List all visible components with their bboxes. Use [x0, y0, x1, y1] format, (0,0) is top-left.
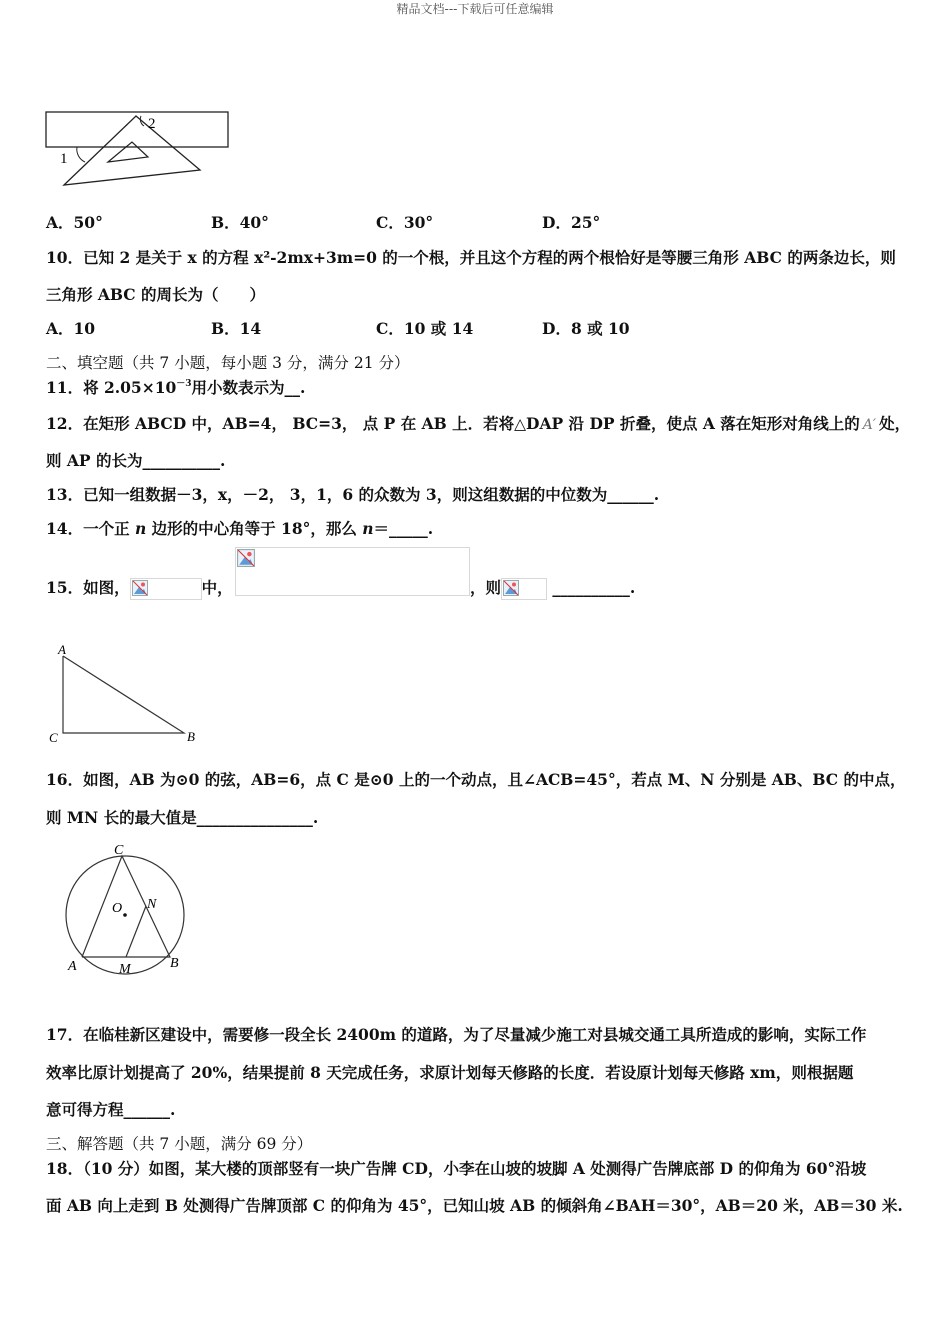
q14-pre: 14．一个正: [46, 519, 135, 538]
q10-option-c: C．10 或 14: [376, 319, 474, 338]
broken-image-icon: [237, 549, 255, 567]
point-n-label: N: [147, 897, 157, 912]
broken-image-icon: [132, 580, 148, 596]
q11-pre: 11．将 2.05×10: [46, 378, 177, 397]
figure-ruler-triangle: [40, 108, 240, 190]
q14-post: ＝_____.: [373, 519, 434, 538]
q10-line2: 三角形 ABC 的周长为（ ）: [46, 285, 266, 304]
q14-line: [46, 517, 433, 539]
q12-line1: [46, 412, 910, 434]
q12-text: 12．在矩形 ABCD 中，AB=4， BC=3， 点 P 在 AB 上．若将△DAP 沿 DP 折叠，使点 A 落在矩形对角线上的: [46, 414, 860, 433]
point-b-label: B: [170, 956, 179, 971]
broken-image-3: [501, 578, 547, 600]
q17-line3: 意可得方程______.: [46, 1100, 176, 1119]
q16-line1: 16．如图，AB 为⊙0 的弦，AB=6，点 C 是⊙0 上的一个动点，且∠ACB=45°，若点 M、N 分别是 AB、BC 的中点，: [46, 770, 906, 789]
angle-2-label: 2: [148, 116, 156, 132]
q12-end: 处，: [879, 414, 911, 433]
q9-option-b: B．40°: [211, 213, 269, 232]
point-a-label: A: [68, 959, 77, 974]
vertex-c-label: C: [49, 730, 58, 745]
figure-right-triangle: [44, 640, 204, 750]
q18-line1: 18．（10 分）如图，某大楼的顶部竖有一块广告牌 CD，小李在山坡的坡脚 A 处测得广告牌底部 D 的仰角为 60°沿坡: [46, 1159, 867, 1178]
broken-image-2: [235, 547, 470, 596]
broken-image-1: [130, 578, 202, 600]
q12-a-prime: A′: [862, 417, 877, 433]
broken-image-icon: [503, 580, 519, 596]
section-3-heading: 三、解答题（共 7 小题，满分 69 分）: [46, 1135, 313, 1153]
q9-option-a: A．50°: [46, 213, 103, 232]
q15-mid1: 中，: [201, 578, 233, 597]
figure-circle: [56, 838, 196, 978]
q9-option-d: D．25°: [542, 213, 601, 232]
q15-pre: 15．如图，: [46, 578, 130, 597]
angle-1-label: 1: [60, 151, 68, 167]
q10-line1: 10．已知 2 是关于 x 的方程 x²-2mx+3m=0 的一个根，并且这个方程的两个根恰好是等腰三角形 ABC 的两条边长，则: [46, 248, 896, 267]
q12-line2: 则 AP 的长为__________.: [46, 451, 226, 470]
point-m-label: M: [119, 962, 131, 977]
section-2-heading: 二、填空题（共 7 小题，每小题 3 分，满分 21 分）: [46, 354, 410, 372]
q10-option-d: D．8 或 10: [542, 319, 630, 338]
vertex-b-label: B: [187, 729, 195, 744]
q15-mid2: ，则: [470, 578, 502, 597]
q15-line-right: [470, 576, 635, 600]
q9-option-c: C．30°: [376, 213, 434, 232]
point-o-label: O: [112, 901, 123, 916]
q14-n2: n: [362, 519, 374, 538]
q13-line: 13．已知一组数据－3，x，－2， 3，1，6 的众数为 3，则这组数据的中位数为______.: [46, 485, 660, 504]
q16-line2: 则 MN 长的最大值是_______________.: [46, 808, 319, 827]
q10-option-b: B．14: [211, 319, 262, 338]
vertex-a-label: A: [58, 642, 66, 657]
q10-option-a: A．10: [46, 319, 96, 338]
q17-line2: 效率比原计划提高了 20%，结果提前 8 天完成任务，求原计划每天修路的长度．若设原计划每天修路 xm，则根据题: [46, 1063, 854, 1082]
q17-line1: 17．在临桂新区建设中，需要修一段全长 2400m 的道路，为了尽量减少施工对县城交通工具所造成的影响，实际工作: [46, 1025, 867, 1044]
q15-line: [46, 576, 233, 600]
q11-exponent: －3: [176, 379, 192, 389]
q18-line2: 面 AB 向上走到 B 处测得广告牌顶部 C 的仰角为 45°，已知山坡 AB 的倾斜角∠BAH＝30°，AB＝20 米，AB＝30 米.: [46, 1196, 903, 1215]
point-c-label: C: [114, 843, 124, 858]
q11-line: [46, 376, 305, 398]
q11-post: 用小数表示为__.: [191, 378, 306, 397]
page-header: 精品文档---下载后可任意编辑: [396, 2, 554, 16]
q14-mid: 边形的中心角等于 18°，那么: [146, 519, 363, 538]
q14-n1: n: [134, 519, 147, 538]
q15-post: __________.: [547, 578, 636, 597]
